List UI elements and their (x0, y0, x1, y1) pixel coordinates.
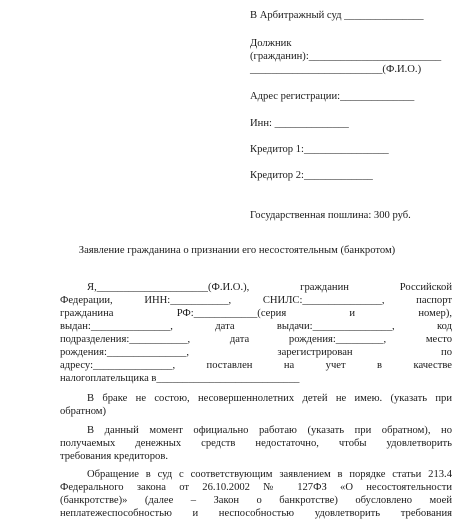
document-title: Заявление гражданина о признании его несостоятельным (банкротом) (78, 245, 396, 256)
paragraph-line: Федерального закона от 26.10.2002 № 127ФЗ «О несостоятельности (60, 482, 452, 493)
state-fee-line: Государственная пошлина: 300 руб. (250, 210, 411, 221)
paragraph-employment (60, 424, 452, 463)
paragraph-line: неплатежеспособностью и неспособностью удовлетворить требования (60, 508, 452, 519)
creditor-2-line: Кредитор 2:_____________ (250, 170, 373, 181)
paragraph-line: рождения:_______________, зарегистрирован по (60, 347, 452, 358)
paragraph-line: Федерации, ИНН:___________, СНИЛС:_______________, паспорт (60, 295, 452, 306)
paragraph-line: гражданина РФ:____________(серия и номер), (60, 308, 452, 319)
paragraph-line: требования кредиторов. (60, 451, 168, 462)
inn-line: Инн: ______________ (250, 118, 349, 129)
creditor-1-line: Кредитор 1:________________ (250, 144, 389, 155)
debtor-label: Должник (250, 38, 292, 49)
paragraph-line: В браке не состою, несовершеннолетних детей не имею. (указать при (87, 393, 452, 404)
debtor-line-2: _________________________(Ф.И.О.) (250, 64, 422, 75)
paragraph-marital (60, 392, 452, 418)
paragraph-line: адресу:_______________, поставлен на учет в качестве (60, 360, 452, 371)
paragraph-line: получаемых денежных средств недостаточно, чтобы удовлетворить (60, 438, 452, 449)
paragraph-grounds (60, 468, 452, 520)
paragraph-line: Обращение в суд с соответствующим заявлением в порядке статьи 213.4 (87, 469, 452, 480)
debtor-line-1: (гражданин):_________________________ (250, 51, 442, 62)
paragraph-line: подразделения:___________, дата рождения:_________, место (60, 334, 452, 345)
paragraph-line: (банкротстве)» (далее – Закон о банкротстве) обусловлено моей (60, 495, 452, 506)
paragraph-applicant (60, 281, 452, 385)
paragraph-line: обратном) (60, 406, 107, 417)
court-line: В Арбитражный суд _______________ (250, 10, 424, 21)
paragraph-line: Я,_____________________(Ф.И.О.), гражданин Российской (87, 282, 452, 293)
paragraph-line: выдан:_______________, дата выдачи:_______________, код (60, 321, 452, 332)
paragraph-line: В данный момент официально работаю (указать при обратном), но (87, 425, 452, 436)
address-line: Адрес регистрации:______________ (250, 91, 415, 102)
paragraph-line: налогоплательщика в___________________________ (60, 373, 300, 384)
